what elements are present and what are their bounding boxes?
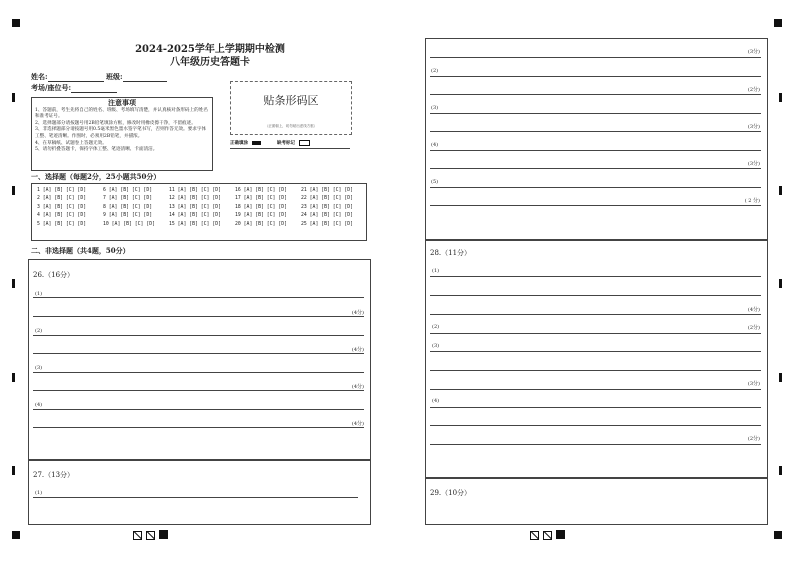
choice-grid bbox=[37, 188, 367, 227]
fill-legend bbox=[230, 140, 310, 146]
answer-line bbox=[430, 187, 761, 188]
q28-title: 28.（11分） bbox=[430, 249, 472, 257]
q27-part-label: (5) bbox=[431, 179, 439, 185]
side-mark bbox=[12, 186, 15, 195]
filled-square-icon bbox=[159, 530, 168, 539]
choice-option-row[interactable]: 20 [A] [B] [C] [D] bbox=[235, 221, 287, 227]
answer-line bbox=[430, 150, 761, 151]
answer-line bbox=[33, 497, 358, 498]
q27-answer-box[interactable] bbox=[28, 459, 371, 525]
q29-answer-box[interactable] bbox=[425, 477, 768, 525]
corner-mark-bottom-left bbox=[12, 531, 20, 539]
answer-line bbox=[430, 333, 761, 334]
q29-title: 29.（10分） bbox=[430, 489, 472, 497]
card-title: 八年级历史答题卡 bbox=[170, 57, 250, 68]
side-mark bbox=[779, 93, 782, 102]
exam-seat-field[interactable] bbox=[31, 83, 117, 93]
side-mark bbox=[779, 373, 782, 382]
section2-heading: 二、非选择题（共4题，50分） bbox=[31, 246, 130, 255]
side-mark bbox=[12, 466, 15, 475]
q26-part-label: (4) bbox=[35, 402, 43, 408]
q27-continued-box[interactable] bbox=[425, 38, 768, 241]
answer-line bbox=[430, 314, 761, 315]
class-label: 班级: bbox=[106, 72, 123, 81]
answer-line bbox=[430, 113, 761, 114]
q27-score: (3分) bbox=[747, 124, 760, 130]
q28-score: (4分) bbox=[747, 307, 760, 313]
filled-square-icon bbox=[556, 530, 565, 539]
q26-part-label: (2) bbox=[35, 328, 43, 334]
answer-line bbox=[33, 353, 364, 354]
answer-line bbox=[33, 335, 364, 336]
q26-score: (4分) bbox=[351, 384, 364, 390]
q26-score: (4分) bbox=[351, 421, 364, 427]
answer-line bbox=[33, 372, 364, 373]
choice-option-row[interactable]: 19 [A] [B] [C] [D] bbox=[235, 213, 287, 219]
side-mark bbox=[779, 186, 782, 195]
answer-line bbox=[33, 390, 364, 391]
choice-option-row[interactable]: 17 [A] [B] [C] [D] bbox=[235, 196, 287, 202]
answer-line bbox=[430, 351, 761, 352]
q28-part-label: (3) bbox=[432, 343, 440, 349]
crossed-box-icon bbox=[133, 531, 142, 540]
q27-score: (2分) bbox=[747, 87, 760, 93]
side-mark bbox=[779, 466, 782, 475]
choice-option-row[interactable]: 6 [A] [B] [C] [D] bbox=[103, 188, 153, 193]
choice-grid-box bbox=[31, 183, 367, 241]
answer-line bbox=[430, 444, 761, 445]
choice-option-row[interactable]: 25 [A] [B] [C] [D] bbox=[301, 221, 353, 227]
choice-option-row[interactable]: 23 [A] [B] [C] [D] bbox=[301, 204, 353, 210]
choice-option-row[interactable]: 24 [A] [B] [C] [D] bbox=[301, 213, 353, 219]
q28-score: (3分) bbox=[747, 381, 760, 387]
exam-seat-label: 考场/座位号: bbox=[31, 83, 72, 92]
side-mark bbox=[779, 279, 782, 288]
choice-option-row[interactable]: 3 [A] [B] [C] [D] bbox=[37, 204, 87, 210]
side-mark bbox=[12, 373, 15, 382]
note-item: 2、选择题部分请按题号用2B铅笔填涂方框，修改时用橡皮擦干净，不留痕迹。 bbox=[35, 120, 196, 126]
footer-marks-left bbox=[133, 531, 168, 540]
q27-score: ( 2 分) bbox=[744, 198, 760, 204]
q26-title: 26.（16分） bbox=[33, 271, 75, 279]
q28-answer-box[interactable] bbox=[425, 239, 768, 479]
answer-line bbox=[430, 168, 761, 169]
answer-line bbox=[33, 427, 364, 428]
notes-box bbox=[31, 97, 213, 171]
choice-option-row[interactable]: 4 [A] [B] [C] [D] bbox=[37, 213, 87, 219]
missing-mark-label: 缺考标记 bbox=[277, 141, 295, 146]
missing-mark-checkbox[interactable] bbox=[299, 140, 310, 146]
barcode-area bbox=[230, 81, 352, 135]
side-mark bbox=[12, 93, 15, 102]
note-item: 5、请勿折叠答题卡，保持字体工整、笔迹清晰、卡面清洁。 bbox=[35, 147, 158, 153]
q27-part-label: (3) bbox=[431, 105, 439, 111]
q27-score: (3分) bbox=[747, 161, 760, 167]
q28-score: (2分) bbox=[747, 436, 760, 442]
exam-title: 2024-2025学年上学期期中检测 bbox=[135, 44, 285, 55]
q26-answer-box[interactable] bbox=[28, 259, 371, 461]
choice-option-row[interactable]: 15 [A] [B] [C] [D] bbox=[169, 221, 221, 227]
q27-part-label: (4) bbox=[431, 142, 439, 148]
corner-mark-top-left bbox=[12, 19, 20, 27]
q28-part-label: (2) bbox=[432, 324, 440, 330]
q26-part-label: (1) bbox=[35, 291, 43, 297]
choice-option-row[interactable]: 13 [A] [B] [C] [D] bbox=[169, 204, 221, 210]
q26-score: (4分) bbox=[351, 310, 364, 316]
crossed-box-icon bbox=[530, 531, 539, 540]
answer-line bbox=[430, 94, 761, 95]
choice-option-row[interactable]: 22 [A] [B] [C] [D] bbox=[301, 196, 353, 202]
corner-mark-bottom-right bbox=[774, 531, 782, 539]
answer-line bbox=[33, 316, 364, 317]
answer-line bbox=[430, 295, 761, 296]
q27-score: (3分) bbox=[747, 49, 760, 55]
choice-option-row[interactable]: 16 [A] [B] [C] [D] bbox=[235, 188, 287, 193]
section1-heading: 一、选择题（每题2分，25小题共50分） bbox=[31, 172, 161, 181]
name-label: 姓名: bbox=[31, 72, 48, 81]
answer-line bbox=[430, 57, 761, 58]
answer-line bbox=[430, 425, 761, 426]
crossed-box-icon bbox=[146, 531, 155, 540]
q27-part-label: (1) bbox=[35, 490, 43, 496]
choice-option-row[interactable]: 12 [A] [B] [C] [D] bbox=[169, 196, 221, 202]
correct-fill-label: 正确填涂 bbox=[230, 141, 248, 146]
choice-option-row[interactable]: 18 [A] [B] [C] [D] bbox=[235, 204, 287, 210]
choice-option-row[interactable]: 10 [A] [B] [C] [D] bbox=[103, 221, 155, 227]
q26-part-label: (3) bbox=[35, 365, 43, 371]
answer-line bbox=[430, 131, 761, 132]
choice-option-row[interactable]: 2 [A] [B] [C] [D] bbox=[37, 196, 87, 202]
choice-option-row[interactable]: 5 [A] [B] [C] [D] bbox=[37, 221, 87, 227]
q28-score: (2分) bbox=[747, 325, 760, 331]
q28-part-label: (1) bbox=[432, 268, 440, 274]
answer-line bbox=[33, 297, 364, 298]
answer-line bbox=[430, 76, 761, 77]
answer-line bbox=[430, 205, 761, 206]
choice-option-row[interactable]: 1 [A] [B] [C] [D] bbox=[37, 188, 87, 193]
crossed-box-icon bbox=[543, 531, 552, 540]
choice-option-row[interactable]: 9 [A] [B] [C] [D] bbox=[103, 213, 153, 219]
name-field[interactable] bbox=[31, 72, 167, 82]
side-mark bbox=[12, 279, 15, 288]
choice-option-row[interactable]: 14 [A] [B] [C] [D] bbox=[169, 213, 221, 219]
notes-title: 注意事项 bbox=[108, 98, 136, 107]
footer-marks-right bbox=[530, 531, 565, 540]
q28-part-label: (4) bbox=[432, 398, 440, 404]
barcode-title: 贴条形码区 bbox=[263, 94, 319, 107]
choice-option-row[interactable]: 21 [A] [B] [C] [D] bbox=[301, 188, 353, 193]
choice-option-row[interactable]: 7 [A] [B] [C] [D] bbox=[103, 196, 153, 202]
note-item: 4、在草稿纸、试题卷上答题无效。 bbox=[35, 140, 107, 146]
choice-option-row[interactable]: 11 [A] [B] [C] [D] bbox=[169, 188, 221, 193]
q27-title: 27.（13分） bbox=[33, 471, 75, 479]
answer-line bbox=[430, 407, 761, 408]
note-item: 1、答题前，考生先将自己的姓名、班级、考场填写清楚，并认真核对条形码上的姓名和准考证号。 bbox=[35, 107, 208, 120]
answer-line bbox=[430, 389, 761, 390]
barcode-note: （正面朝上，切勿贴出虚线方框） bbox=[264, 124, 318, 128]
corner-mark-top-right bbox=[774, 19, 782, 27]
choice-option-row[interactable]: 8 [A] [B] [C] [D] bbox=[103, 204, 153, 210]
answer-line bbox=[430, 276, 761, 277]
legend-divider bbox=[230, 148, 350, 149]
note-item: 3、非选择题部分请按题号用0.5毫米黑色墨水签字笔书写，否则作答无效。要求字体工整、笔迹清晰。作图时，必须用2B铅笔，并描浓。 bbox=[35, 127, 207, 139]
answer-line bbox=[430, 370, 761, 371]
filled-box-icon bbox=[252, 141, 261, 145]
q27-part-label: (2) bbox=[431, 68, 439, 74]
q26-score: (4分) bbox=[351, 347, 364, 353]
answer-line bbox=[33, 409, 364, 410]
